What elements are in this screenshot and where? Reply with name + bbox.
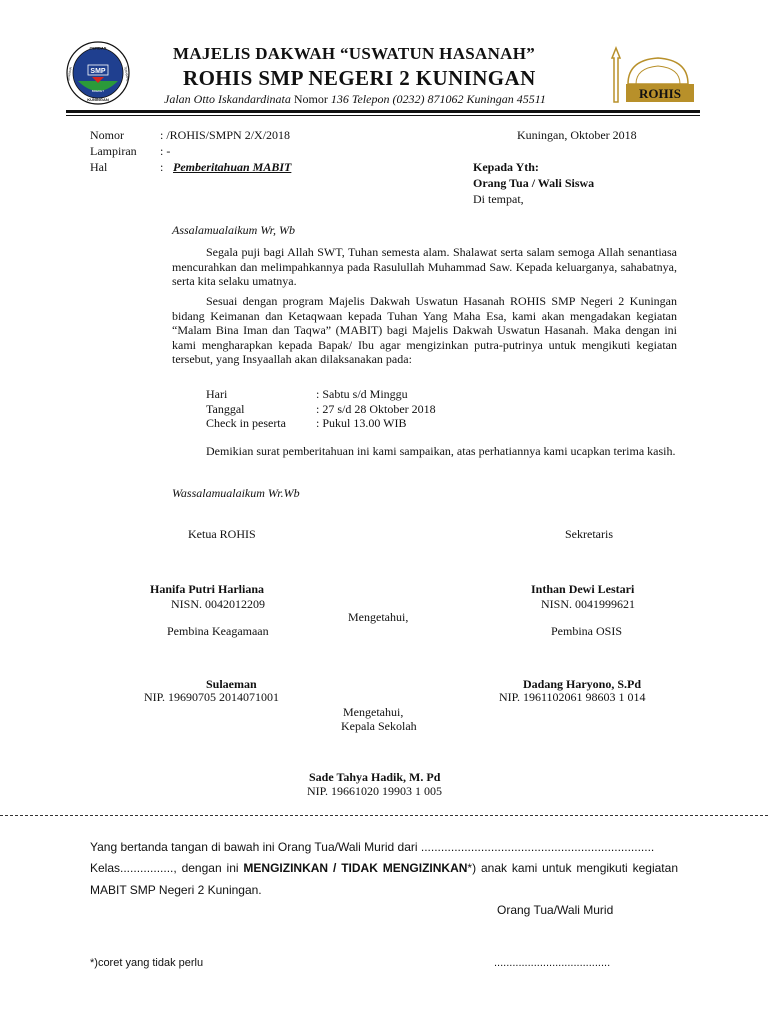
pembina-keagamaan-title: Pembina Keagamaan	[167, 624, 269, 638]
tearoff-class: Kelas................, dengan ini	[90, 861, 244, 875]
recipient-heading: Kepada Yth:	[473, 160, 539, 174]
ketua-id: NISN. 0042012209	[171, 597, 266, 611]
school-address	[164, 92, 546, 107]
closing-greeting: Wassalamualaikum Wr.Wb	[172, 486, 300, 500]
hal-colon: :	[160, 160, 164, 174]
tearoff-consent-rest: *) anak kami untuk mengikuti kegiatan MABIT SMP Negeri 2 Kuningan.	[90, 861, 678, 897]
paragraph-2-text: Sesuai dengan program Majelis Dakwah Uswatun Hasanah ROHIS SMP Negeri 2 Kuningan bidang Keimanan dan Ketaqwaan kepada Tuhan Yang Maha Esa, kami akan mengadakan kegiatan “Malam Bina Iman dan Taqwa” (MABIT) bagi Majelis Dakwah Uswatun Hasanah. Maka dengan ini kami mengharapkan kepada Bapak/ Ibu agar mengizinkan putra-putrinya untuk mengikuti kegiatan tersebut, yang Insyaallah akan dilaksanakan pada:	[172, 294, 677, 367]
paragraph-2	[172, 294, 677, 367]
cut-line	[0, 815, 768, 816]
paragraph-3	[172, 444, 677, 459]
logo-side-left-text: BERIMAN	[66, 66, 73, 81]
pembina-osis-title: Pembina OSIS	[551, 624, 623, 638]
org-name: MAJELIS DAKWAH “USWATUN HASANAH”	[173, 44, 536, 63]
tearoff-sign-line: ......................................	[494, 957, 611, 969]
nomor-label: Nomor	[90, 128, 124, 142]
paragraph-1	[172, 245, 677, 289]
pembina-keagamaan-name: Sulaeman	[206, 677, 257, 691]
sekretaris-title: Sekretaris	[565, 527, 613, 541]
pembina-osis-name: Dadang Haryono, S.Pd	[523, 677, 642, 691]
school-name: ROHIS SMP NEGERI 2 KUNINGAN	[183, 66, 536, 90]
greeting: Assalamualaikum Wr, Wb	[172, 223, 295, 237]
kepsek-id: NIP. 19661020 19903 1 005	[307, 784, 443, 798]
sekretaris-id: NISN. 0041999621	[541, 597, 636, 611]
schedule-date-label: Tanggal	[206, 402, 245, 416]
schedule-checkin-value: : Pukul 13.00 WIB	[316, 416, 407, 430]
schedule-day-label: Hari	[206, 387, 228, 401]
kepsek-title: Kepala Sekolah	[341, 719, 417, 733]
paragraph-1-text: Segala puji bagi Allah SWT, Tuhan semesta alam. Shalawat serta salam semoga Allah senantiasa mencurahkan dan melimpahkannya pada Rasulullah Muhammad Saw. Kepada keluarganya, sahabatnya, serta kita selaku umatnya.	[172, 245, 677, 289]
recipient-name: Orang Tua / Wali Siswa	[473, 176, 595, 190]
place-date: Kuningan, Oktober 2018	[517, 128, 637, 142]
ketua-title: Ketua ROHIS	[188, 527, 256, 541]
tearoff-footnote: *)coret yang tidak perlu	[90, 957, 204, 969]
ketua-name: Hanifa Putri Harliana	[150, 582, 264, 596]
tearoff-permission-options: MENGIZINKAN / TIDAK MENGIZINKAN	[243, 861, 468, 875]
schedule-checkin-label: Check in peserta	[206, 416, 286, 430]
tearoff-signer: Orang Tua/Wali Murid	[497, 903, 614, 917]
header-rule-thick	[66, 110, 700, 113]
pembina-keagamaan-id: NIP. 19690705 2014071001	[144, 690, 280, 704]
hal-label: Hal	[90, 160, 108, 174]
address-nomor: Nomor	[290, 92, 331, 106]
recipient-place: Di tempat,	[473, 192, 524, 206]
tearoff-consent	[90, 857, 678, 901]
kepsek-name: Sade Tahya Hadik, M. Pd	[309, 770, 441, 784]
schedule-date-value: : 27 s/d 28 Oktober 2018	[316, 402, 436, 416]
lampiran-label: Lampiran	[90, 144, 137, 158]
school-logo	[66, 41, 130, 105]
header-rule-thin	[66, 115, 700, 116]
tearoff-line-1: Yang bertanda tangan di bawah ini Orang Tua/Wali Murid dari ......................................................................	[90, 840, 655, 854]
pembina-osis-id: NIP. 1961102061 98603 1 014	[499, 690, 646, 704]
address-street: Jalan Otto Iskandardinata	[164, 92, 291, 106]
logo-bottom-text: KUNINGAN	[87, 97, 109, 102]
logo-top-text: CERDAS	[89, 45, 107, 51]
sekretaris-name: Inthan Dewi Lestari	[531, 582, 635, 596]
logo-side-right-text: TERAMPIL	[123, 66, 130, 82]
hal-value: Pemberitahuan MABIT	[173, 160, 292, 174]
rohis-logo-text: ROHIS	[639, 86, 681, 101]
schedule-day-value: : Sabtu s/d Minggu	[316, 387, 408, 401]
rohis-logo	[606, 44, 698, 106]
logo-small-text: BREDET	[91, 89, 105, 93]
mengetahui-2: Mengetahui,	[343, 705, 404, 719]
mengetahui-1: Mengetahui,	[348, 610, 409, 624]
paragraph-3-text: Demikian surat pemberitahuan ini kami sampaikan, atas perhatiannya kami ucapkan terima kasih.	[206, 444, 676, 458]
lampiran-value: : -	[160, 144, 171, 158]
address-phone: 136 Telepon (0232) 871062 Kuningan 45511	[330, 92, 546, 106]
logo-center-text: SMP	[90, 68, 106, 75]
nomor-value: : /ROHIS/SMPN 2/X/2018	[160, 128, 291, 142]
